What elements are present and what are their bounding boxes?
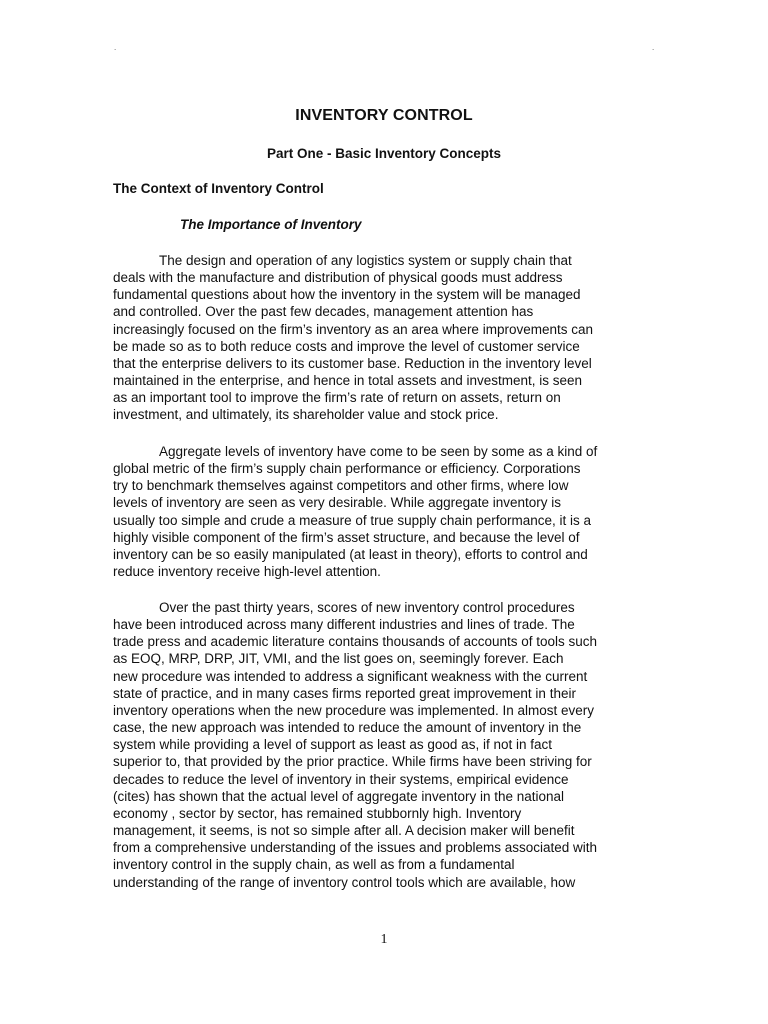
paragraph-line: maintained in the enterprise, and hence in total assets and investment, is seen	[113, 373, 583, 389]
paragraph-line: fundamental questions about how the inventory in the system will be managed	[113, 287, 581, 303]
paragraph-line: decades to reduce the level of inventory in their systems, empirical evidence	[113, 771, 569, 787]
paragraph-line: global metric of the firm’s supply chain performance or efficiency. Corporations	[113, 461, 581, 477]
paragraph-line: investment, and ultimately, its shareholder value and stock price.	[113, 407, 499, 423]
paragraph-line: highly visible component of the firm’s asset structure, and because the level of	[113, 529, 580, 545]
paragraph-line: state of practice, and in many cases firms reported great improvement in their	[113, 685, 576, 701]
document-title: INVENTORY CONTROL	[295, 107, 473, 124]
paragraph-line: (cites) has shown that the actual level of aggregate inventory in the national	[113, 788, 565, 804]
paragraph-line: superior to, that provided by the prior practice. While firms have been striving for	[113, 754, 592, 770]
paragraph-line: deals with the manufacture and distribution of physical goods must address	[113, 270, 563, 286]
paragraph-line: be made so as to both reduce costs and improve the level of customer service	[113, 338, 580, 354]
paragraph-line: that the enterprise delivers to its customer base. Reduction in the inventory level	[113, 355, 592, 371]
paragraph-line: The design and operation of any logistics system or supply chain that	[159, 253, 572, 268]
scan-mark-left: .	[114, 43, 117, 52]
paragraph-line: economy , sector by sector, has remained stubbornly high. Inventory	[113, 805, 522, 821]
paragraph-line: try to benchmark themselves against competitors and other firms, where low	[113, 478, 569, 494]
paragraph-3	[113, 599, 658, 891]
paragraph-line: Aggregate levels of inventory have come to be seen by some as a kind of	[159, 444, 598, 459]
subsection-heading: The Importance of Inventory	[180, 217, 362, 232]
page-number: 1	[380, 932, 388, 947]
paragraph-line: new procedure was intended to address a significant weakness with the current	[113, 668, 588, 684]
paragraph-line: understanding of the range of inventory control tools which are available, how	[113, 874, 576, 890]
paragraph-1	[113, 252, 658, 424]
paragraph-line: as an important tool to improve the firm’s rate of return on assets, return on	[113, 390, 561, 406]
paragraph-2	[113, 443, 658, 580]
part-title: Part One - Basic Inventory Concepts	[266, 146, 502, 161]
paragraph-line: levels of inventory are seen as very desirable. While aggregate inventory is	[113, 495, 561, 511]
paragraph-line: inventory control in the supply chain, as well as from a fundamental	[113, 857, 515, 873]
paragraph-line: from a comprehensive understanding of the issues and problems associated with	[113, 840, 598, 856]
paragraph-line: increasingly focused on the firm’s inventory as an area where improvements can	[113, 321, 593, 337]
paragraph-line: reduce inventory receive high-level attention.	[113, 564, 381, 580]
paragraph-line: as EOQ, MRP, DRP, JIT, VMI, and the list goes on, seemingly forever. Each	[113, 651, 564, 667]
scan-mark-right: .	[652, 43, 655, 52]
paragraph-line: inventory operations when the new procedure was implemented. In almost every	[113, 702, 595, 718]
section-heading: The Context of Inventory Control	[113, 181, 324, 196]
paragraph-line: management, it seems, is not so simple after all. A decision maker will benefit	[113, 823, 575, 839]
paragraph-line: usually too simple and crude a measure of true supply chain performance, it is a	[113, 512, 591, 528]
paragraph-line: and controlled. Over the past few decades, management attention has	[113, 304, 534, 320]
paragraph-line: system while providing a level of support as least as good as, if not in fact	[113, 737, 552, 753]
paragraph-line: have been introduced across many different industries and lines of trade. The	[113, 617, 575, 633]
paragraph-line: inventory can be so easily manipulated (at least in theory), efforts to control and	[113, 546, 588, 562]
paragraph-line: trade press and academic literature contains thousands of accounts of tools such	[113, 634, 598, 650]
paragraph-line: case, the new approach was intended to reduce the amount of inventory in the	[113, 720, 582, 736]
paragraph-line: Over the past thirty years, scores of new inventory control procedures	[159, 600, 575, 615]
